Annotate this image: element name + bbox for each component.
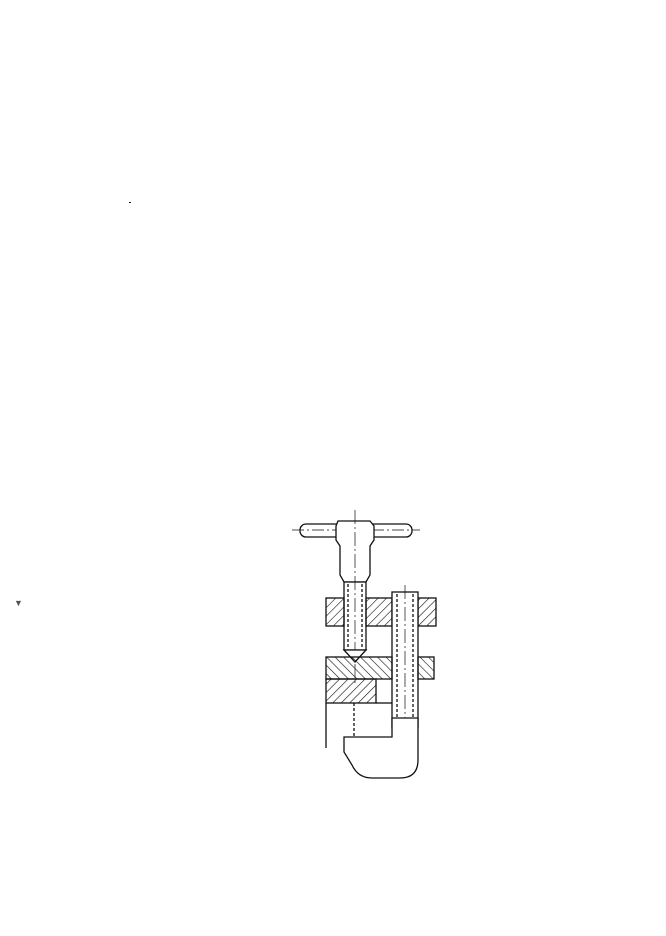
vertical-bolt (392, 585, 418, 740)
scan-mark: ▼ (14, 598, 23, 608)
clamp-jaw (344, 718, 418, 778)
upper-earring-section (326, 598, 436, 626)
